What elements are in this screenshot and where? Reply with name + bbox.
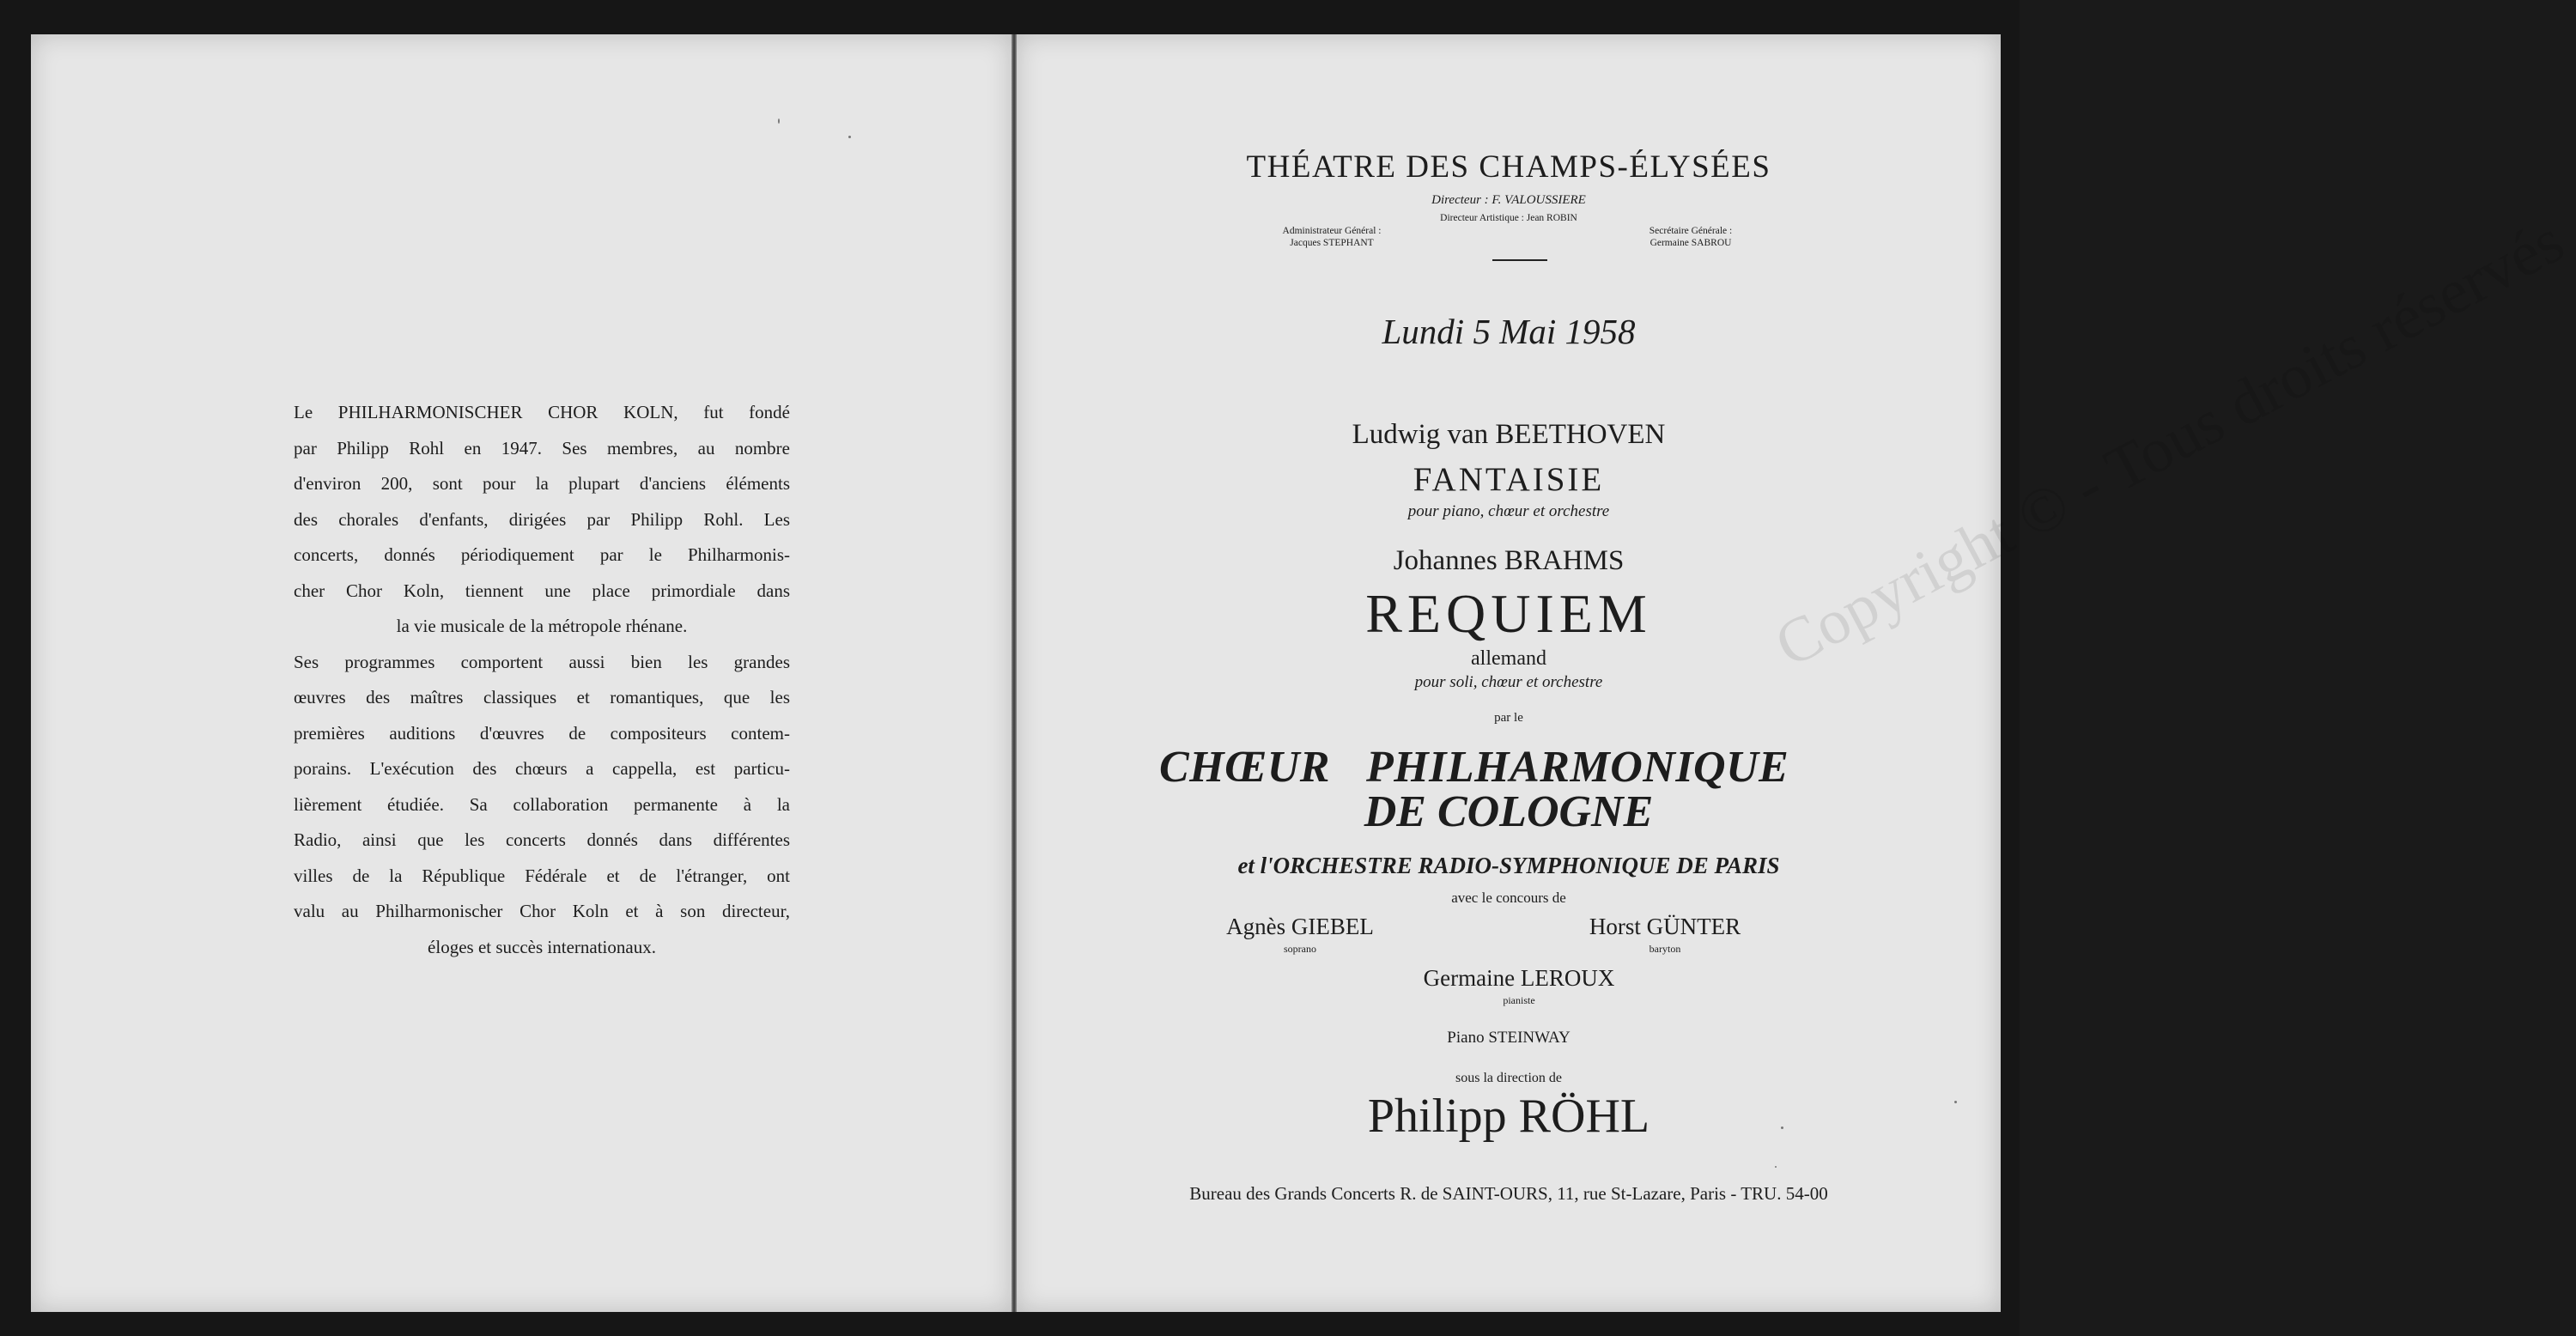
- soloist-name: Germaine LEROUX: [1423, 965, 1615, 991]
- secretary-title: Secrétaire Générale :: [1649, 226, 1733, 236]
- choir-history-text: [294, 395, 790, 965]
- venue-title: THÉATRE DES CHAMPS-ÉLYSÉES: [1246, 149, 1771, 185]
- text-line: d'environ 200, sont pour la plupart d'anciens éléments: [294, 473, 790, 494]
- text-line: concerts, donnés périodiquement par le Philharmonis-: [294, 544, 790, 565]
- soloist-name: Horst GÜNTER: [1589, 914, 1741, 939]
- text-line: éloges et succès internationaux.: [428, 936, 656, 957]
- concert-date: Lundi 5 Mai 1958: [1382, 312, 1636, 351]
- secretary-name: Germaine SABROU: [1649, 238, 1732, 248]
- soloist-voice: soprano: [1284, 943, 1316, 955]
- choir-name-line-2: DE COLOGNE: [1364, 787, 1654, 836]
- text-line: Radio, ainsi que les concerts donnés dans différentes: [294, 829, 790, 850]
- soloist-giebel: [1206, 914, 1394, 956]
- work-title-fantaisie: FANTAISIE: [1413, 461, 1605, 498]
- text-line: Ses programmes comportent aussi bien les grandes: [294, 651, 790, 672]
- secretary-block: [1618, 225, 1764, 249]
- text-line: par Philipp Rohl en 1947. Ses membres, au nombre: [294, 437, 790, 458]
- work-qualifier: allemand: [1471, 647, 1546, 670]
- history-paragraph-1: [294, 395, 790, 645]
- soloist-leroux: [1360, 965, 1678, 1007]
- orchestra-name: et l'ORCHESTRE RADIO-SYMPHONIQUE DE PARIS: [1237, 853, 1780, 878]
- right-page: [1017, 34, 2575, 1312]
- administrator-name: Jacques STEPHANT: [1290, 238, 1374, 248]
- paper-speck: [1775, 1166, 1777, 1168]
- soloist-voice: baryton: [1649, 943, 1681, 955]
- history-paragraph-2: [294, 645, 790, 966]
- text-line: cher Chor Koln, tiennent une place primordiale dans: [294, 580, 790, 601]
- paper-speck: [778, 118, 780, 124]
- director-line: Directeur : F. VALOUSSIERE: [1431, 193, 1586, 207]
- direction-label: sous la direction de: [1455, 1071, 1562, 1085]
- paper-speck: [1781, 1126, 1783, 1129]
- text-line: Le PHILHARMONISCHER CHOR KOLN, fut fondé: [294, 402, 790, 422]
- soloist-gunter: [1558, 914, 1772, 956]
- administrator-title: Administrateur Général :: [1282, 226, 1382, 236]
- text-line: lièrement étudiée. Sa collaboration permanente à la: [294, 793, 790, 815]
- composer-beethoven: Ludwig van BEETHOVEN: [1352, 419, 1666, 450]
- work-subtitle-fantaisie: pour piano, chœur et orchestre: [1407, 502, 1610, 520]
- divider-rule: [1492, 259, 1547, 261]
- piano-credit: Piano STEINWAY: [1447, 1029, 1571, 1047]
- choir-word-2: PHILHARMONIQUE: [1365, 743, 1789, 792]
- text-line: villes de la République Fédérale et de l'étranger, ont: [294, 865, 790, 886]
- text-line: premières auditions d'œuvres de compositeurs contem-: [294, 722, 790, 744]
- choir-name-line-1: [1159, 742, 1872, 792]
- composer-brahms: Johannes BRAHMS: [1393, 545, 1625, 576]
- text-line: porains. L'exécution des chœurs a cappella, est particu-: [294, 758, 790, 779]
- work-title-requiem: REQUIEM: [1365, 583, 1652, 644]
- copyright-watermark: Copyright © - Tous droits réservés: [1764, 205, 2575, 682]
- left-page: [31, 34, 1012, 1312]
- conductor-name: Philipp RÖHL: [1367, 1090, 1650, 1143]
- text-line: valu au Philharmonischer Chor Koln et à son directeur,: [294, 901, 790, 921]
- administrator-block: [1259, 225, 1405, 249]
- text-line: œuvres des maîtres classiques et romantiques, que les: [294, 687, 790, 707]
- choir-word-1: CHŒUR: [1159, 743, 1330, 792]
- soloist-name: Agnès GIEBEL: [1226, 914, 1374, 939]
- work-subtitle-requiem: pour soli, chœur et orchestre: [1414, 673, 1603, 691]
- paper-speck: [1954, 1101, 1957, 1103]
- artistic-director-line: Directeur Artistique : Jean ROBIN: [1440, 213, 1577, 223]
- with-label: avec le concours de: [1451, 890, 1566, 906]
- text-line: la vie musicale de la métropole rhénane.: [396, 616, 688, 636]
- text-line: des chorales d'enfants, dirigées par Philipp Rohl. Les: [294, 508, 790, 530]
- soloist-voice: pianiste: [1503, 994, 1535, 1006]
- booking-office-footer: Bureau des Grands Concerts R. de SAINT-OURS, 11, rue St-Lazare, Paris - TRU. 54-00: [1189, 1183, 1828, 1204]
- paper-speck: [848, 136, 851, 138]
- by-label: par le: [1494, 711, 1523, 725]
